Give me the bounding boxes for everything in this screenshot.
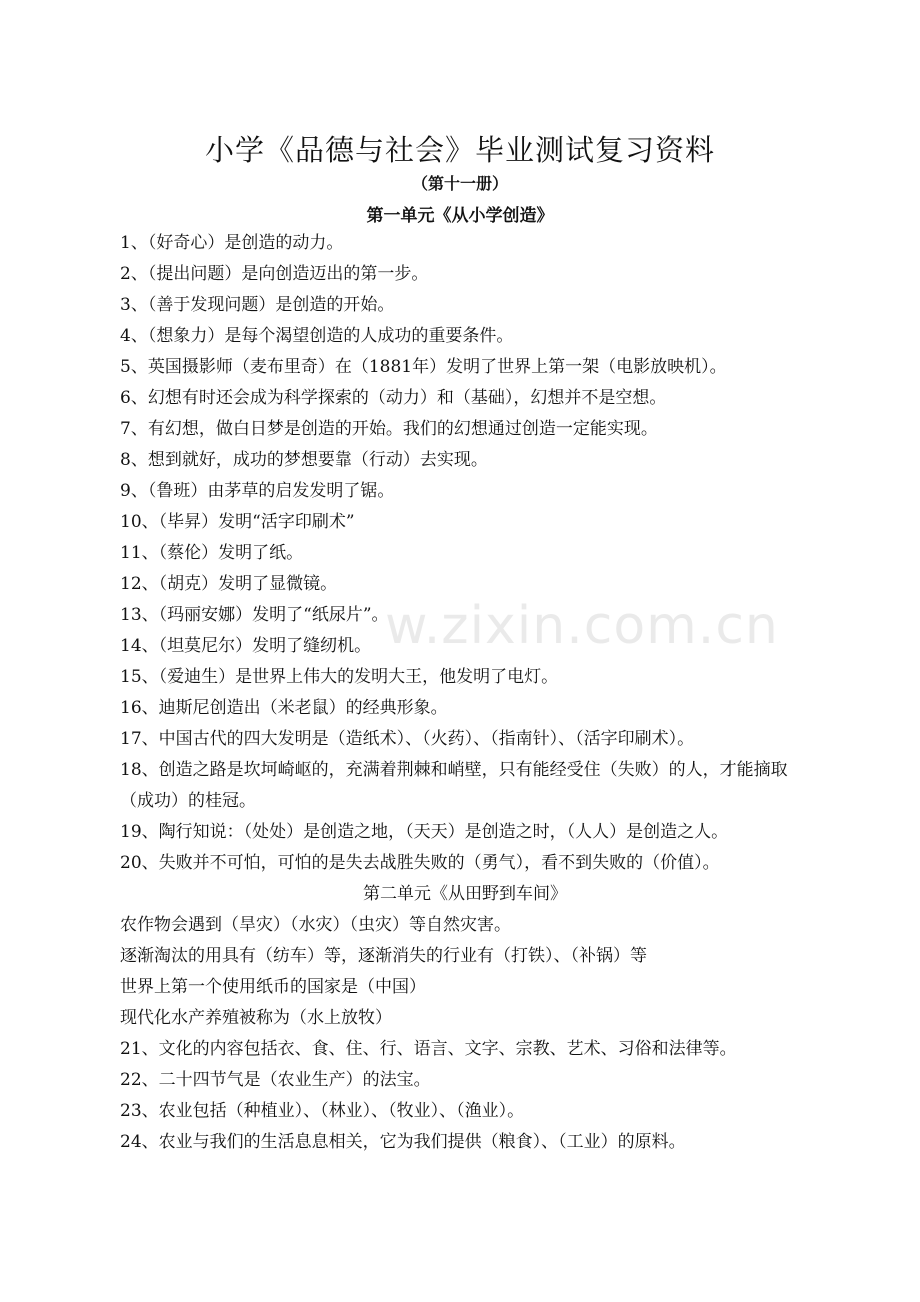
list-item: 18、创造之路是坎坷崎岖的，充满着荆棘和峭壁，只有能经受住（失败）的人，才能摘取（成功）的桂冠。 — [120, 760, 788, 811]
list-item: 5、英国摄影师（麦布里奇）在（1881年）发明了世界上第一架（电影放映机）。 — [120, 357, 727, 377]
list-item: 农作物会遇到（旱灾）（水灾）（虫灾）等自然灾害。 — [120, 915, 511, 935]
list-item: 世界上第一个使用纸币的国家是（中国） — [120, 977, 426, 997]
list-item: 7、有幻想，做白日梦是创造的开始。我们的幻想通过创造一定能实现。 — [120, 419, 658, 439]
list-item: 23、农业包括（种植业）、（林业）、（牧业）、（渔业）。 — [120, 1101, 525, 1121]
unit2-heading: 第二单元《从田野到车间》 — [363, 884, 567, 904]
list-item: 19、陶行知说：（处处）是创造之地，（天天）是创造之时，（人人）是创造之人。 — [120, 822, 729, 842]
document-body — [120, 228, 810, 1158]
list-item: 24、农业与我们的生活息息相关，它为我们提供（粮食）、（工业）的原料。 — [120, 1132, 686, 1152]
document-title: 小学《品德与社会》毕业测试复习资料 — [204, 133, 715, 167]
list-item: 逐渐淘汰的用具有（纺车）等，逐渐消失的行业有（打铁）、（补锅）等 — [120, 946, 647, 966]
list-item: 20、失败并不可怕，可怕的是失去战胜失败的（勇气），看不到失败的（价值）。 — [120, 853, 720, 873]
list-item: 11、（蔡伦）发明了纸。 — [120, 543, 304, 563]
list-item: 9、（鲁班）由茅草的启发发明了锯。 — [120, 481, 395, 501]
list-item: 3、（善于发现问题）是创造的开始。 — [120, 295, 395, 315]
list-item: 17、中国古代的四大发明是（造纸术）、（火药）、（指南针）、（活字印刷术）。 — [120, 729, 695, 749]
watermark: w.zixin.com.cn — [385, 596, 779, 656]
list-item: 10、（毕昇）发明“活字印刷术” — [120, 512, 355, 532]
list-item: 15、（爱迪生）是世界上伟大的发明大王，他发明了电灯。 — [120, 667, 559, 687]
list-item: 16、迪斯尼创造出（米老鼠）的经典形象。 — [120, 698, 448, 718]
list-item: 13、（玛丽安娜）发明了“纸尿片”。 — [120, 605, 389, 625]
list-item: 4、（想象力）是每个渴望创造的人成功的重要条件。 — [120, 326, 514, 346]
list-item: 8、想到就好，成功的梦想要靠（行动）去实现。 — [120, 450, 488, 470]
list-item: 现代化水产养殖被称为（水上放牧） — [120, 1008, 392, 1028]
list-item: 22、二十四节气是（农业生产）的法宝。 — [120, 1070, 431, 1090]
list-item: 12、（胡克）发明了显微镜。 — [120, 574, 338, 594]
document-subtitle: （第十一册） — [411, 174, 508, 193]
list-item: 21、文化的内容包括衣、食、住、行、语言、文字、宗教、艺术、习俗和法律等。 — [120, 1039, 737, 1059]
list-item: 2、（提出问题）是向创造迈出的第一步。 — [120, 264, 429, 284]
list-item: 1、（好奇心）是创造的动力。 — [120, 233, 344, 253]
list-item: 6、幻想有时还会成为科学探索的（动力）和（基础），幻想并不是空想。 — [120, 388, 667, 408]
list-item: 14、（坦莫尼尔）发明了缝纫机。 — [120, 636, 372, 656]
unit1-heading: 第一单元《从小学创造》 — [366, 206, 554, 226]
